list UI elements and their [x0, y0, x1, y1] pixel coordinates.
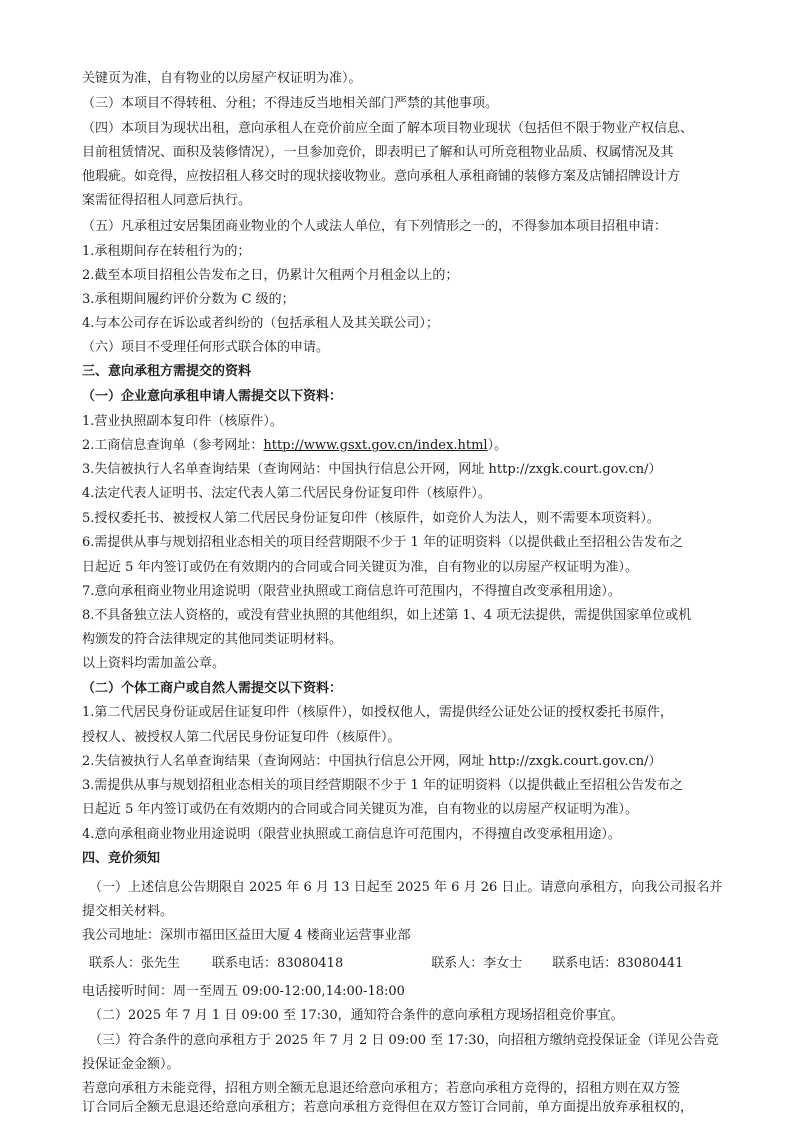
text-line: 7.意向承租商业物业用途说明（限营业执照或工商信息许可范围内，不得擅自改变承租用途）。 [82, 584, 621, 599]
gsxt-link[interactable]: http://www.gsxt.gov.cn/index.html [263, 438, 488, 453]
text-line: 6.需提供从事与规划招租业态相关的项目经营期限不少于 1 年的证明资料（以提供截止至招租公告发布之 [82, 535, 683, 550]
address-line: 我公司地址：深圳市福田区益田大厦 4 楼商业运营事业部 [82, 928, 411, 943]
text-line: 授权人、被授权人第二代居民身份证复印件（核原件）。 [82, 730, 401, 745]
text-line: 2.失信被执行人名单查询结果（查询网站：中国执行信息公开网，网址 http://zxgk.court.gov.cn/） [82, 754, 662, 769]
phone-number: 83080418 [277, 956, 344, 971]
text-line: 1.第二代居民身份证或居住证复印件（核原件），如授权他人，需提供经公证处公证的授权委托书原件， [82, 705, 673, 720]
text-line: 目前租赁情况、面积及装修情况），一旦参加竞价，即表明已了解和认可所竞租物业品质、权属情况及其 [82, 145, 674, 160]
text-line: 4.法定代表人证明书、法定代表人第二代居民身份证复印件（核原件）。 [82, 486, 491, 501]
text-line: 若意向承租方未能竞得，招租方则全额无息退还给意向承租方；若意向承租方竞得的，招租方则在双方签 [82, 1081, 681, 1096]
text-line: 关键页为准，自有物业的以房屋产权证明为准）。 [82, 71, 362, 86]
text-line: （六）项目不受理任何形式联合体的申请。 [82, 340, 330, 355]
contact-line [89, 954, 683, 974]
text-line [82, 436, 507, 456]
text-line: （五）凡承租过安居集团商业物业的个人或法人单位，有下列情形之一的，不得参加本项目招租申请： [82, 219, 668, 234]
text-line: 1.营业执照副本复印件（核原件）。 [82, 414, 283, 429]
text-line: 8.不具备独立法人资格的，或没有营业执照的其他组织，如上述第 1、4 项无法提供，需提供国家单位或机 [82, 608, 692, 623]
subsection-heading: （二）个体工商户或自然人需提交以下资料： [82, 681, 343, 696]
text-line: （三）符合条件的意向承租方于 2025 年 7 月 2 日 09:00 至 17:30，向招租方缴纳竞投保证金（详见公告竞 [89, 1033, 719, 1048]
section-heading: 三、意向承租方需提交的资料 [82, 364, 252, 379]
phone-label: 联系电话： [552, 956, 618, 971]
contact-name: 李女士 [483, 956, 523, 971]
text-line: 日起近 5 年内签订或仍在有效期内的合同或合同关键页为准，自有物业的以房屋产权证明为准）。 [82, 560, 639, 575]
phone-label: 联系电话： [212, 956, 278, 971]
text-line: （四）本项目为现状出租，意向承租人在竞价前应全面了解本项目物业现状（包括但不限于物业产权信息、 [82, 121, 694, 136]
text-line: 5.授权委托书、被授权人第二代居民身份证复印件（核原件，如竞价人为法人，则不需要本项资料）。 [82, 511, 660, 526]
section-heading: 四、竞价须知 [82, 851, 161, 866]
text-line: 案需征得招租人同意后执行。 [82, 193, 252, 208]
contact-name: 张先生 [141, 956, 181, 971]
text-line: 他瑕疵。如竞得，应按招租人移交时的现状接收物业。意向承租人承租商铺的装修方案及店铺招牌设计方 [82, 169, 681, 184]
contact-label: 联系人： [431, 956, 484, 971]
text-line: 3.承租期间履约评价分数为 C 级的； [82, 292, 295, 307]
text-line: 订合同后全额无息退还给意向承租方；若意向承租方竞得但在双方签订合同前，单方面提出放弃承租权的， [82, 1100, 694, 1115]
text-line: 3.需提供从事与规划招租业态相关的项目经营期限不少于 1 年的证明资料（以提供截止至招租公告发布之 [82, 778, 683, 793]
contact-label: 联系人： [89, 956, 142, 971]
text-fragment: ）。 [487, 438, 508, 453]
text-line: 4.与本公司存在诉讼或者纠纷的（包括承租人及其关联公司）； [82, 316, 439, 331]
text-line: 日起近 5 年内签订或仍在有效期内的合同或合同关键页为准，自有物业的以房屋产权证明为准）。 [82, 802, 639, 817]
text-fragment: 2.工商信息查询单（参考网址： [82, 438, 264, 453]
text-line: （一）上述信息公告期限自 2025 年 6 月 13 日起至 2025 年 6 月 26 日止。请意向承租方，向我公司报名并 [89, 880, 723, 895]
text-line: 投保证金金额）。 [82, 1057, 180, 1072]
text-line: 4.意向承租商业物业用途说明（限营业执照或工商信息许可范围内，不得擅自改变承租用途）。 [82, 827, 621, 842]
text-line: 1.承租期间存在转租行为的； [82, 244, 251, 259]
text-line: （三）本项目不得转租、分租；不得违反当地相关部门严禁的其他事项。 [82, 96, 499, 111]
subsection-heading: （一）企业意向承租申请人需提交以下资料： [82, 389, 343, 404]
text-line: 电话接听时间：周一至周五 09:00-12:00,14:00-18:00 [82, 984, 405, 999]
text-line: （二）2025 年 7 月 1 日 09:00 至 17:30，通知符合条件的意向承租方现场招租竞价事宜。 [89, 1008, 624, 1023]
text-line: 3.失信被执行人名单查询结果（查询网站：中国执行信息公开网，网址 http://zxgk.court.gov.cn/） [82, 462, 662, 477]
text-line: 提交相关材料。 [82, 904, 174, 919]
phone-number: 83080441 [617, 956, 684, 971]
text-line: 以上资料均需加盖公章。 [82, 656, 226, 671]
text-line: 2.截至本项目招租公告发布之日，仍累计欠租两个月租金以上的； [82, 268, 459, 283]
text-line: 构颁发的符合法律规定的其他同类证明材料。 [82, 632, 343, 647]
